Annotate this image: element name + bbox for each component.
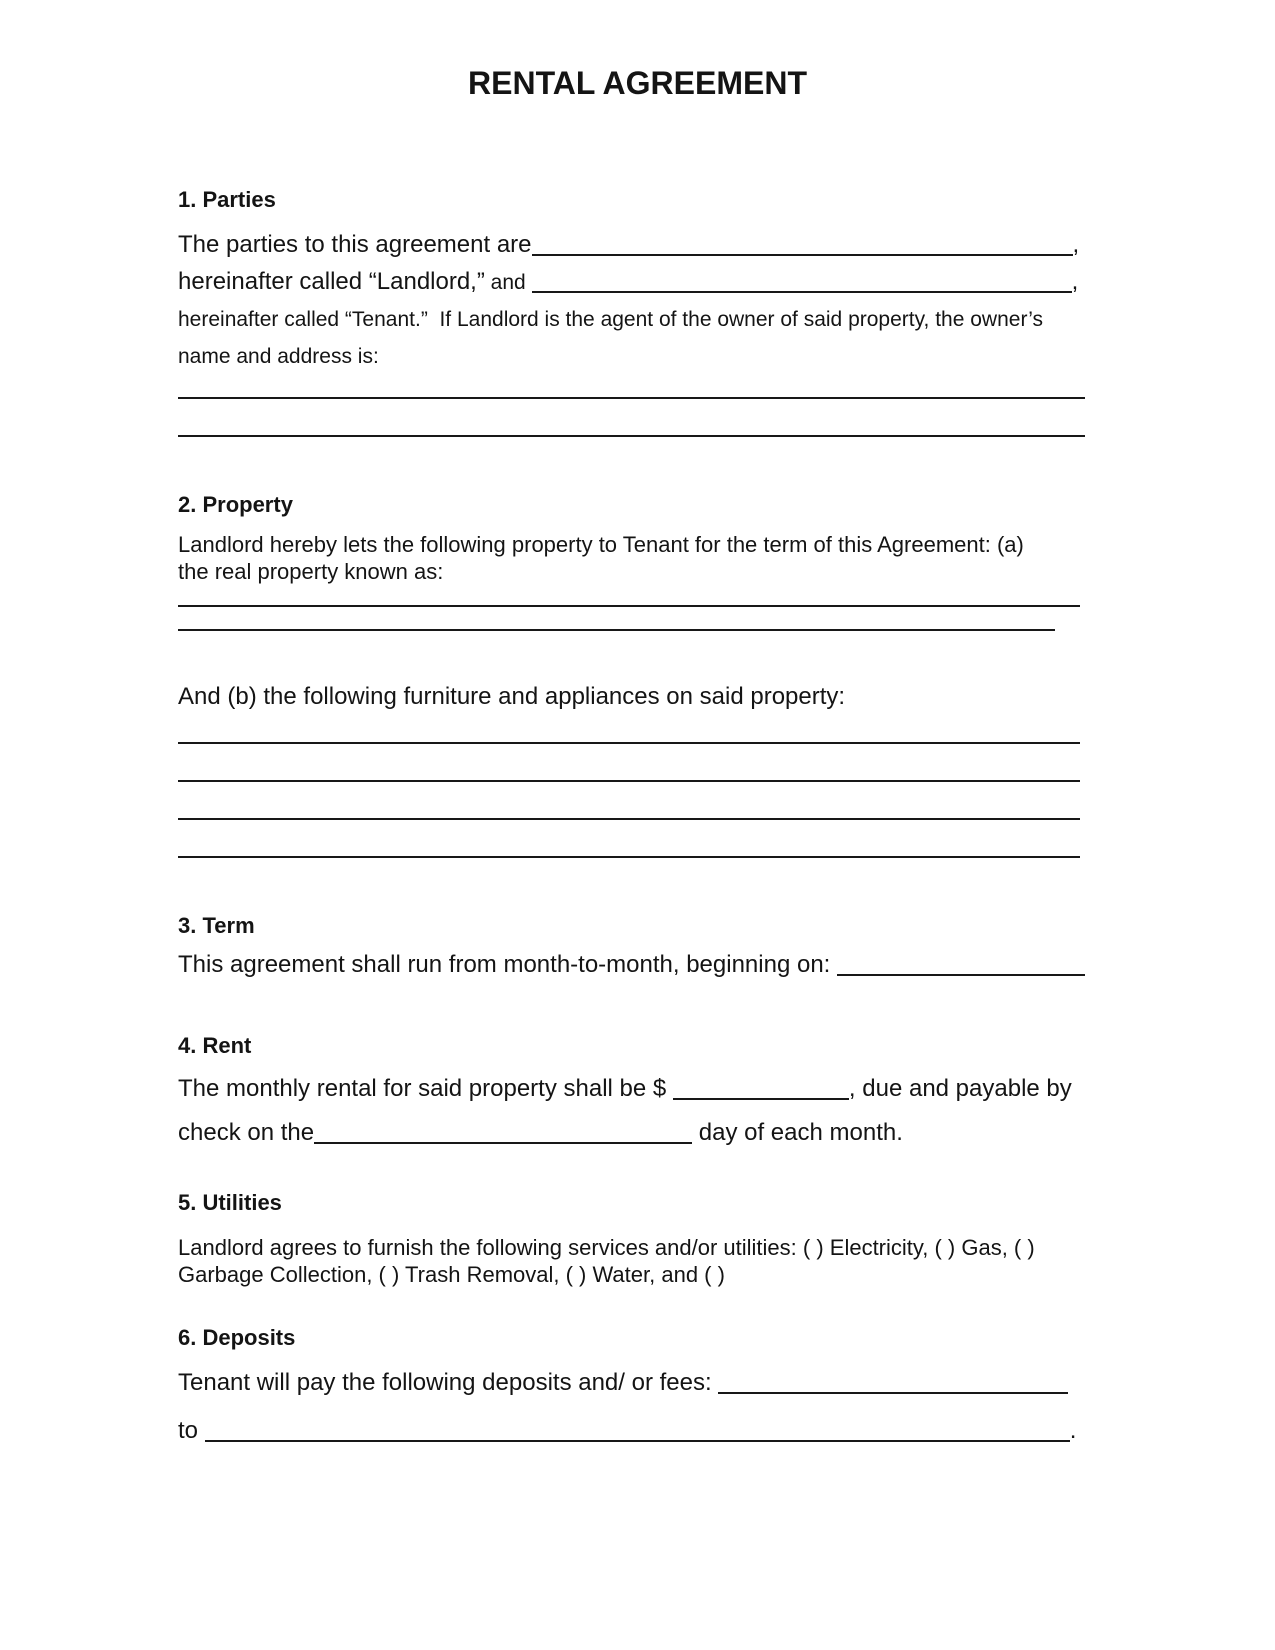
parties-line-2-and: and: [484, 271, 532, 294]
deposits-line-1-text: Tenant will pay the following deposits and/ or fees:: [178, 1369, 719, 1396]
blank-deposit-payee[interactable]: [205, 1436, 1070, 1442]
blank-furniture-line-2[interactable]: [178, 780, 1080, 782]
section-term-heading: 3. Term: [178, 913, 255, 938]
term-line-text: This agreement shall run from month-to-month, beginning on:: [178, 951, 838, 978]
parties-line-3: hereinafter called “Tenant.” If Landlord is the agent of the owner of said property, the owner’s: [178, 308, 1044, 331]
blank-furniture-line-3[interactable]: [178, 818, 1080, 820]
parties-line-2: [178, 268, 1078, 296]
property-paragraph-line-2: the real property known as:: [178, 559, 444, 584]
furniture-intro: And (b) the following furniture and appliances on said property:: [178, 683, 846, 710]
rent-line-2-text: check on the: [178, 1119, 315, 1146]
section-property-heading: 2. Property: [178, 492, 293, 517]
rent-line-1: [178, 1075, 1072, 1103]
section-utilities-heading: 5. Utilities: [178, 1190, 282, 1215]
blank-furniture-line-4[interactable]: [178, 856, 1080, 858]
parties-line-1-text: The parties to this agreement are: [178, 231, 532, 258]
blank-landlord-name[interactable]: [532, 250, 1073, 256]
parties-line-2-text: hereinafter called “Landlord,”: [178, 268, 485, 295]
blank-tenant-name[interactable]: [532, 287, 1072, 293]
blank-deposit-fees[interactable]: [718, 1388, 1068, 1394]
blank-owner-address-line-1[interactable]: [178, 397, 1085, 399]
blank-rent-amount[interactable]: [673, 1094, 849, 1100]
rent-line-2: [178, 1119, 903, 1147]
blank-term-begin-date[interactable]: [837, 970, 1085, 976]
parties-line-1-after: ,: [1072, 231, 1080, 258]
blank-real-property-line-2[interactable]: [178, 629, 1055, 631]
property-paragraph-line-1: Landlord hereby lets the following property to Tenant for the term of this Agreement: (a): [178, 532, 1024, 557]
parties-line-2-after: ,: [1071, 268, 1079, 295]
blank-owner-address-line-2[interactable]: [178, 435, 1085, 437]
deposits-line-2: [178, 1417, 1076, 1445]
document-title: RENTAL AGREEMENT: [468, 65, 807, 101]
parties-line-1: [178, 231, 1079, 259]
deposits-line-1: [178, 1369, 1068, 1397]
blank-rent-due-day[interactable]: [314, 1138, 692, 1144]
section-rent-heading: 4. Rent: [178, 1033, 252, 1058]
rent-line-1-text: The monthly rental for said property shall be $: [178, 1075, 673, 1102]
utilities-paragraph-line-2: Garbage Collection, ( ) Trash Removal, ( ) Water, and ( ): [178, 1262, 725, 1287]
deposits-line-2-text: to: [178, 1417, 205, 1444]
blank-furniture-line-1[interactable]: [178, 742, 1080, 744]
blank-real-property-line-1[interactable]: [178, 605, 1080, 607]
section-deposits-heading: 6. Deposits: [178, 1325, 296, 1350]
parties-line-4: name and address is:: [178, 345, 379, 368]
rent-line-1-after: , due and payable by: [848, 1075, 1072, 1102]
utilities-paragraph-line-1: Landlord agrees to furnish the following services and/or utilities: ( ) Electricity, ( ) Gas, ( ): [178, 1235, 1035, 1260]
rent-line-2-after: day of each month.: [692, 1119, 903, 1146]
term-line: [178, 951, 1085, 979]
section-parties-heading: 1. Parties: [178, 187, 276, 212]
deposits-line-2-after: .: [1069, 1417, 1077, 1444]
